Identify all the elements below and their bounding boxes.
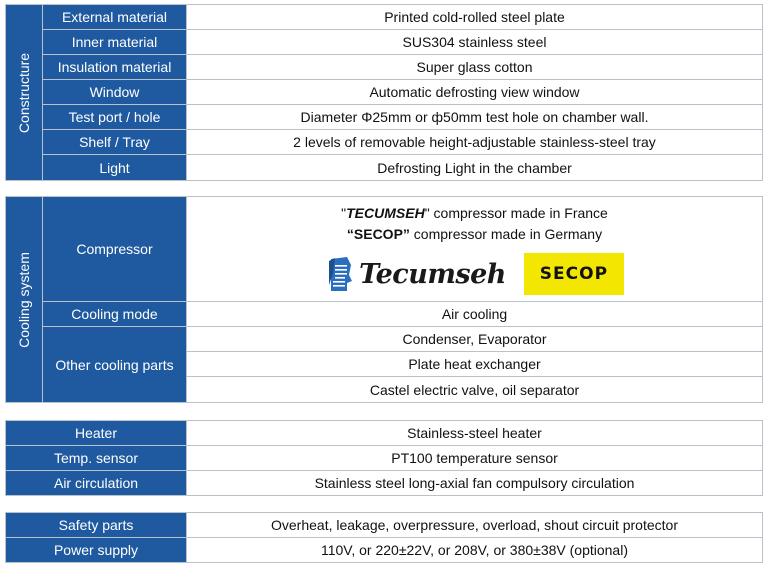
row-value: 110V, or 220±22V, or 208V, or 380±38V (optional)	[187, 538, 763, 563]
row-value: PT100 temperature sensor	[187, 446, 763, 471]
compressor-line-1	[187, 203, 762, 224]
heating-table	[5, 420, 763, 496]
secop-logo-text: SECOP	[539, 264, 609, 284]
row-value: SUS304 stainless steel	[187, 30, 763, 55]
tecumseh-logo-text: Tecumseh	[359, 258, 506, 290]
secop-brand: “SECOP”	[346, 226, 410, 242]
cooling-table	[5, 196, 763, 403]
row-label: Temp. sensor	[6, 446, 187, 471]
construction-title: Constructure	[16, 52, 32, 133]
cooling-title: Cooling system	[16, 251, 32, 348]
row-value: Printed cold-rolled steel plate	[187, 5, 763, 30]
row-label: Shelf / Tray	[43, 130, 187, 155]
other-part-value: Plate heat exchanger	[187, 352, 763, 377]
compressor-label: Compressor	[43, 197, 187, 302]
cooling-mode-value: Air cooling	[187, 302, 763, 327]
safety-table	[5, 512, 763, 563]
tecumseh-brand: TECUMSEH	[346, 205, 425, 221]
row-value: Super glass cotton	[187, 55, 763, 80]
row-label: Test port / hole	[43, 105, 187, 130]
row-value: Diameter Φ25mm or ф50mm test hole on chamber wall.	[187, 105, 763, 130]
compressor-line-1-rest: " compressor made in France	[424, 205, 608, 221]
row-value: Overheat, leakage, overpressure, overload, shout circuit protector	[187, 513, 763, 538]
compressor-line-2	[187, 224, 762, 245]
other-part-value: Castel electric valve, oil separator	[187, 377, 763, 403]
compressor-logos	[187, 253, 762, 295]
row-value: Stainless steel long-axial fan compulsory circulation	[187, 471, 763, 496]
secop-logo	[524, 253, 624, 295]
row-label: Insulation material	[43, 55, 187, 80]
row-label: Power supply	[6, 538, 187, 563]
compressor-line-2-rest: compressor made in Germany	[409, 226, 603, 242]
compressor-value	[187, 197, 763, 302]
cooling-group-header	[6, 197, 43, 403]
row-value: Stainless-steel heater	[187, 421, 763, 446]
other-part-value: Condenser, Evaporator	[187, 327, 763, 352]
row-label: External material	[43, 5, 187, 30]
native-head-icon	[325, 255, 355, 293]
row-label: Heater	[6, 421, 187, 446]
row-label: Air circulation	[6, 471, 187, 496]
row-value: 2 levels of removable height-adjustable stainless-steel tray	[187, 130, 763, 155]
row-label: Light	[43, 155, 187, 181]
row-label: Safety parts	[6, 513, 187, 538]
quote-mark: "	[341, 205, 347, 221]
tecumseh-logo	[325, 255, 506, 293]
row-label: Inner material	[43, 30, 187, 55]
row-value: Automatic defrosting view window	[187, 80, 763, 105]
other-cooling-parts-label: Other cooling parts	[43, 327, 187, 403]
row-label: Window	[43, 80, 187, 105]
cooling-mode-label: Cooling mode	[43, 302, 187, 327]
construction-table	[5, 4, 763, 181]
row-value: Defrosting Light in the chamber	[187, 155, 763, 181]
construction-group-header	[6, 5, 43, 181]
